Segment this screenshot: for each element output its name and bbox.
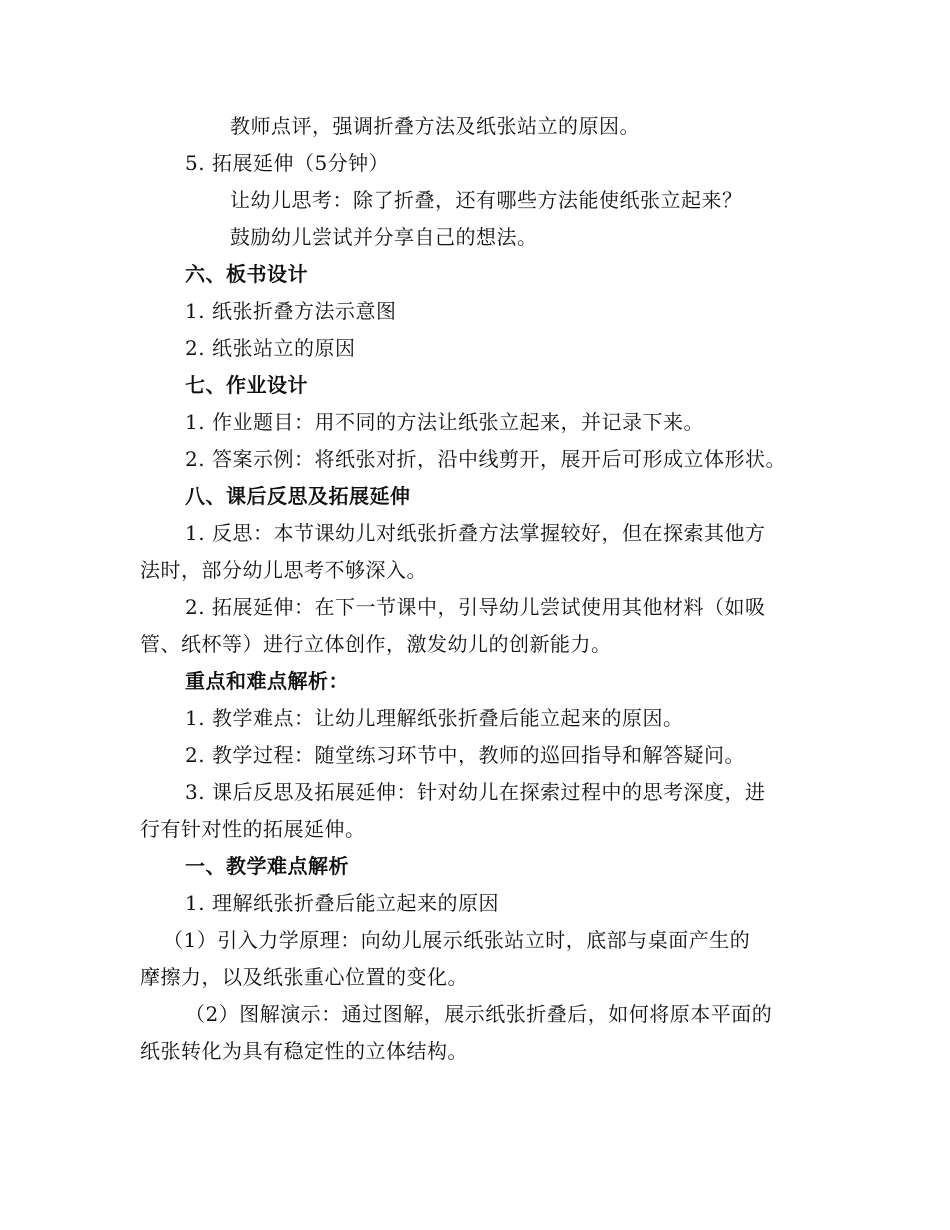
list-item: 2. 纸张站立的原因 — [185, 336, 356, 360]
paragraph-line: 纸张转化为具有稳定性的立体结构。 — [140, 1039, 468, 1063]
section-heading: 一、教学难点解析 — [185, 854, 349, 878]
list-item: 2. 拓展延伸：在下一节课中，引导幼儿尝试使用其他材料（如吸 — [185, 595, 766, 619]
list-item: （1）引入力学原理：向幼儿展示纸张站立时，底部与桌面产生的 — [163, 928, 751, 952]
paragraph-line: 摩擦力，以及纸张重心位置的变化。 — [140, 965, 468, 989]
list-item: （2）图解演示：通过图解，展示纸张折叠后，如何将原本平面的 — [185, 1002, 773, 1026]
list-item: 2. 答案示例：将纸张对折，沿中线剪开，展开后可形成立体形状。 — [185, 447, 786, 471]
list-item: 2. 教学过程：随堂练习环节中，教师的巡回指导和解答疑问。 — [185, 743, 745, 767]
list-item: 3. 课后反思及拓展延伸：针对幼儿在探索过程中的思考深度，进 — [185, 780, 766, 804]
paragraph-line: 教师点评，强调折叠方法及纸张站立的原因。 — [230, 114, 640, 138]
list-item: 1. 理解纸张折叠后能立起来的原因 — [185, 891, 499, 915]
list-item: 1. 纸张折叠方法示意图 — [185, 299, 397, 323]
paragraph-line: 管、纸杯等）进行立体创作，激发幼儿的创新能力。 — [140, 632, 612, 656]
section-heading: 重点和难点解析： — [185, 669, 349, 693]
section-heading: 七、作业设计 — [185, 373, 308, 397]
list-item: 1. 教学难点：让幼儿理解纸张折叠后能立起来的原因。 — [185, 706, 684, 730]
paragraph-line: 法时，部分幼儿思考不够深入。 — [140, 558, 427, 582]
paragraph-line: 鼓励幼儿尝试并分享自己的想法。 — [230, 225, 538, 249]
section-heading: 八、课后反思及拓展延伸 — [185, 484, 411, 508]
paragraph-line: 行有针对性的拓展延伸。 — [140, 817, 366, 841]
paragraph-line: 让幼儿思考：除了折叠，还有哪些方法能使纸张立起来？ — [230, 188, 743, 212]
list-item: 1. 反思：本节课幼儿对纸张折叠方法掌握较好，但在探索其他方 — [185, 521, 766, 545]
section-heading: 六、板书设计 — [185, 262, 308, 286]
list-item: 5. 拓展延伸（5分钟） — [185, 151, 390, 175]
list-item: 1. 作业题目：用不同的方法让纸张立起来，并记录下来。 — [185, 410, 704, 434]
